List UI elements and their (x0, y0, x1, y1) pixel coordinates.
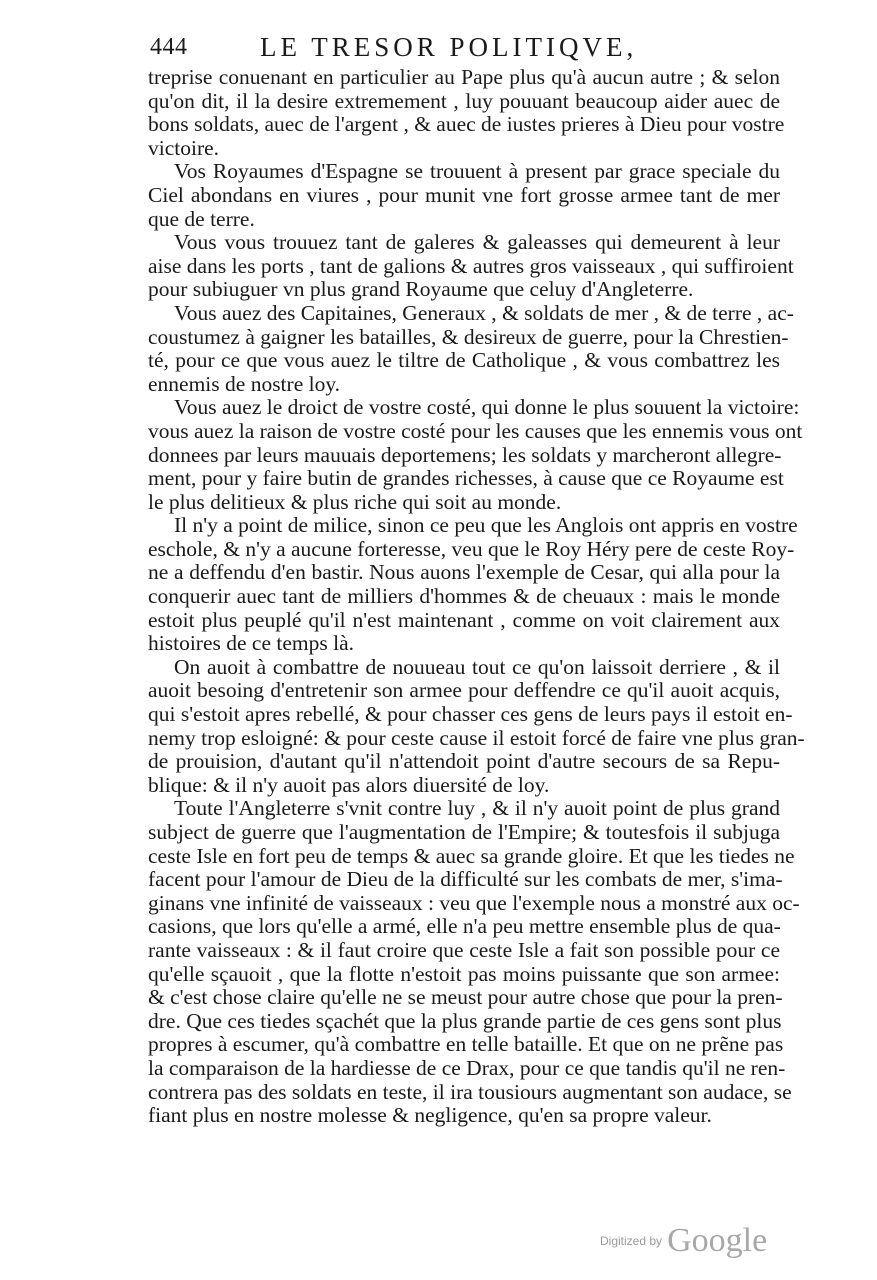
paragraph (148, 796, 800, 1128)
text-line: que de terre. (148, 206, 255, 231)
text-line: conquerir auec tant de milliers d'hommes & de cheuaux : mais le monde (148, 584, 780, 609)
digitized-watermark (600, 1222, 767, 1262)
text-line: qu'on dit, il la desire extremement , luy pouuant beaucoup aider auec de (148, 88, 780, 113)
text-line: nemy trop esloigné: & pour ceste cause il estoit forcé de faire vne plus gran- (148, 725, 805, 750)
text-line: Vous vous trouuez tant de galeres & galeasses qui demeurent à leur (174, 230, 780, 255)
text-line: le plus delitieux & plus riche qui soit au monde. (148, 489, 562, 514)
text-line: subject de guerre que l'augmentation de l'Empire; & toutesfois il subjuga (148, 820, 780, 844)
text-line: fiant plus en nostre molesse & negligence, qu'en sa propre valeur. (148, 1103, 712, 1128)
paragraph (148, 654, 805, 798)
text-line: ceste Isle en fort peu de temps & auec sa grande gloire. Et que les tiedes ne (148, 843, 795, 868)
text-line: dre. Que ces tiedes sçachét que la plus grande partie de ces gens sont plus (148, 1008, 782, 1033)
text-line: donnees par leurs mauuais deportemens; les soldats y marcheront allegre- (148, 442, 782, 467)
text-line: ginans vne infinité de vaisseaux : veu que l'exemple nous a monstré aux oc- (148, 890, 800, 915)
text-line: rante vaisseaux : & il faut croire que ceste Isle a fait son possible pour ce (148, 937, 780, 962)
text-line: ment, pour y faire butin de grandes richesses, à cause que ce Royaume est (148, 466, 784, 491)
google-logo: Google (667, 1222, 768, 1259)
paragraph (148, 160, 780, 231)
text-line: On auoit à combattre de nouueau tout ce qu'on laissoit derriere , & il (174, 654, 780, 679)
text-line: qui s'estoit apres rebellé, & pour chasser ces gens de leurs pays il estoit en- (148, 702, 793, 727)
text-line: estoit plus peuplé qu'il n'est maintenant , comme on voit clairement aux (148, 607, 780, 632)
text-line: casions, que lors qu'elle a armé, elle n'a peu mettre ensemble plus de qua- (148, 914, 781, 939)
text-line: facent pour l'amour de Dieu de la difficulté sur les combats de mer, s'ima- (148, 867, 783, 892)
text-line: histoires de ce temps là. (148, 631, 354, 656)
paragraph (148, 65, 785, 160)
page-number: 444 (150, 34, 188, 60)
text-line: treprise conuenant en particulier au Pape plus qu'à aucun autre ; & selon (148, 65, 780, 89)
text-line: aise dans les ports , tant de galions & autres gros vaisseaux , qui suffiroient (148, 253, 794, 278)
page-header (150, 28, 780, 68)
text-line: propres à escumer, qu'à combattre en telle bataille. Et que on ne prẽne pas (148, 1032, 784, 1057)
text-line: qu'elle sçauoit , que la flotte n'estoit pas moins puissante que son armee: (148, 961, 780, 986)
text-line: de prouision, d'autant qu'il n'attendoit point d'autre secours de sa Repu- (148, 749, 780, 774)
text-line: bons soldats, auec de l'argent , & auec de iustes prieres à Dieu pour vostre (148, 112, 785, 137)
text-line: Vous auez des Capitaines, Generaux , & soldats de mer , & de terre , ac- (174, 300, 794, 325)
text-line: Vous auez le droict de vostre costé, qui donne le plus souuent la victoire: (174, 395, 800, 420)
body-text (148, 65, 805, 1128)
text-line: Toute l'Angleterre s'vnit contre luy , & il n'y auoit point de plus grand (174, 796, 780, 821)
paragraph (148, 513, 798, 656)
watermark-prefix: Digitized by (600, 1234, 663, 1248)
text-line: pour subiuguer vn plus grand Royaume que celuy d'Angleterre. (148, 277, 694, 302)
text-line: Il n'y a point de milice, sinon ce peu que les Anglois ont appris en vostre (174, 513, 798, 538)
text-line: la comparaison de la hardiesse de ce Drax, pour ce que tandis qu'il ne ren- (148, 1055, 786, 1080)
text-line: auoit besoing d'entretenir son armee pour deffendre ce qu'il auoit acquis, (148, 678, 780, 703)
paragraph (148, 230, 794, 302)
paragraph (148, 300, 794, 396)
text-line: ennemis de nostre loy. (148, 371, 341, 396)
text-line: Vos Royaumes d'Espagne se trouuent à present par grace speciale du (174, 159, 780, 184)
text-line: ne a deffendu d'en bastir. Nous auons l'exemple de Cesar, qui alla pour la (148, 560, 780, 585)
text-line: Ciel abondans en viures , pour munit vne fort grosse armee tant de mer (148, 182, 780, 207)
text-line: coustumez à gaigner les batailles, & desireux de guerre, pour la Chrestien- (148, 324, 789, 349)
text-line: eschole, & n'y a aucune forteresse, veu que le Roy Héry pere de ceste Roy- (148, 536, 795, 561)
text-line: té, pour ce que vous auez le tiltre de Catholique , & vous combattrez les (148, 348, 780, 373)
text-line: vous auez la raison de vostre costé pour les causes que les ennemis vous ont (148, 418, 803, 443)
text-line: & c'est chose claire qu'elle ne se meust pour autre chose que pour la pren- (148, 985, 783, 1010)
text-line: victoire. (148, 135, 220, 160)
paragraph (148, 395, 803, 514)
text-line: blique: & il n'y auoit pas alors diuersité de loy. (148, 772, 550, 797)
running-head: LE TRESOR POLITIQVE, (260, 32, 638, 62)
text-line: contrera pas des soldats en teste, il ira tousiours augmentant son audace, se (148, 1079, 792, 1104)
